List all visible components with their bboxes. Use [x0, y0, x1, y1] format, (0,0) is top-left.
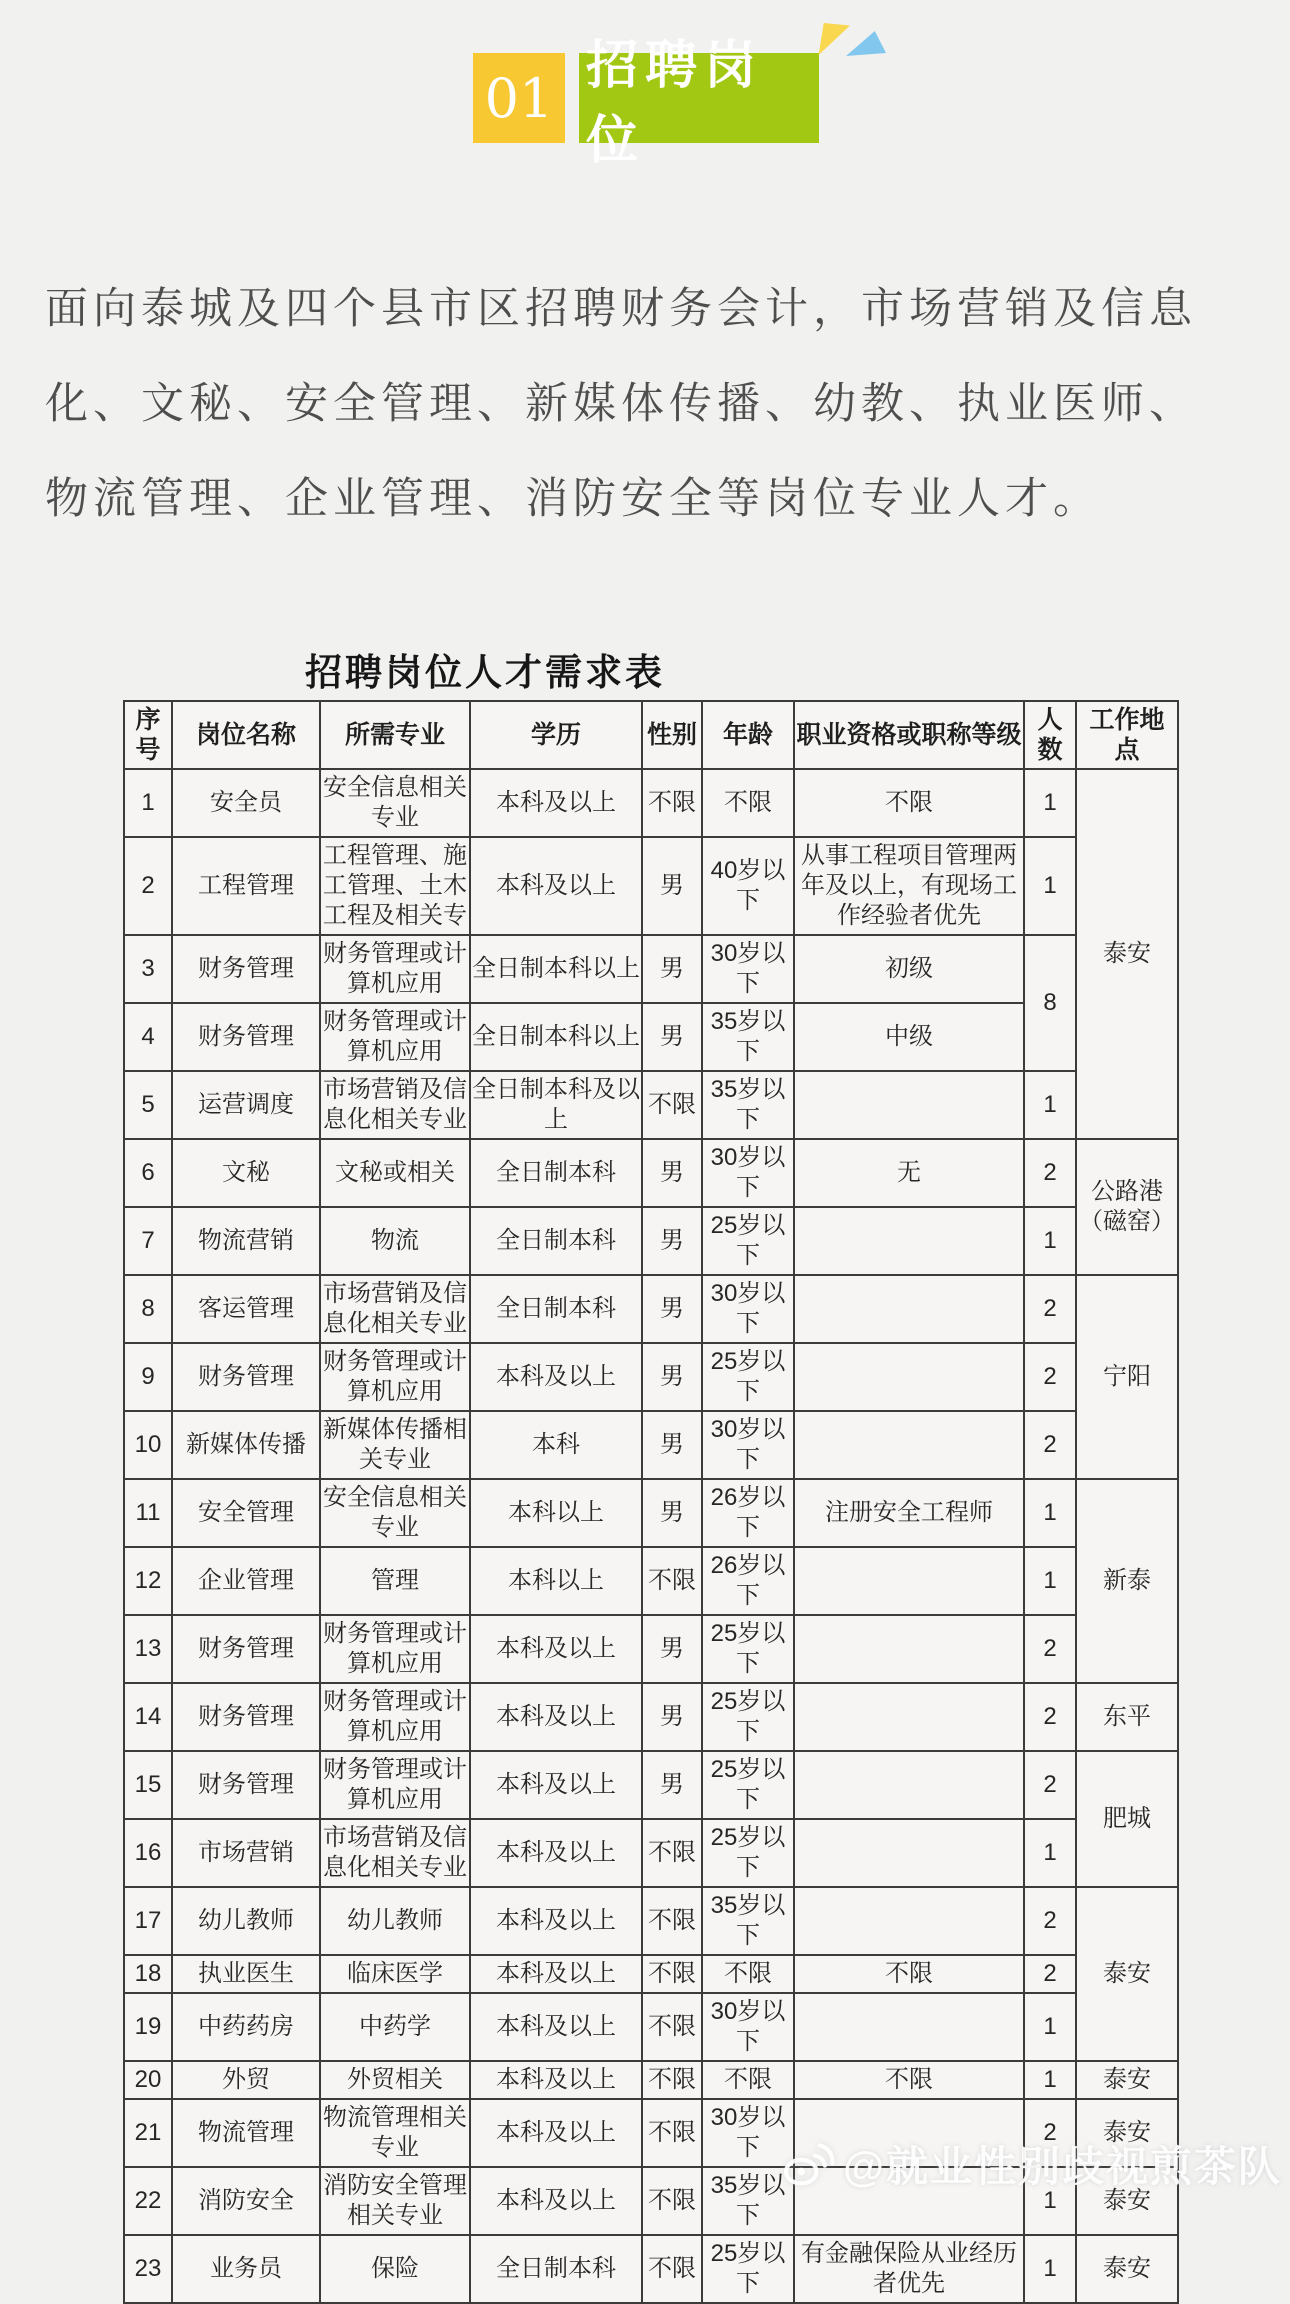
cell-age: 26岁以下: [702, 1479, 794, 1547]
cell-major: 新媒体传播相关专业: [320, 1411, 470, 1479]
cell-degree: 本科及以上: [470, 2061, 642, 2099]
cell-location: 宁阳: [1076, 1275, 1178, 1479]
cell-no: 13: [124, 1615, 172, 1683]
cell-degree: 全日制本科: [470, 1207, 642, 1275]
cell-age: 不限: [702, 1955, 794, 1993]
cell-gender: 男: [642, 1751, 702, 1819]
cell-age: 30岁以下: [702, 1411, 794, 1479]
cell-count: 2: [1024, 1887, 1076, 1955]
table-row: [124, 1955, 1178, 1993]
cell-degree: 全日制本科以上: [470, 935, 642, 1003]
cell-count: 2: [1024, 1751, 1076, 1819]
cell-no: 10: [124, 1411, 172, 1479]
header-location: 工作地点: [1076, 701, 1178, 769]
cell-major: 市场营销及信息化相关专业: [320, 1819, 470, 1887]
cell-no: 22: [124, 2167, 172, 2235]
cell-age: 25岁以下: [702, 1751, 794, 1819]
header-qualification: 职业资格或职称等级: [794, 701, 1024, 769]
cell-major: 安全信息相关专业: [320, 769, 470, 837]
cell-gender: 不限: [642, 2235, 702, 2303]
cell-gender: 男: [642, 1479, 702, 1547]
cell-gender: 男: [642, 935, 702, 1003]
cell-post: 市场营销: [172, 1819, 320, 1887]
cell-post: 幼儿教师: [172, 1887, 320, 1955]
cell-location: 肥城: [1076, 1751, 1178, 1887]
cell-gender: 不限: [642, 1071, 702, 1139]
cell-major: 财务管理或计算机应用: [320, 1003, 470, 1071]
cell-post: 物流管理: [172, 2099, 320, 2167]
cell-post: 财务管理: [172, 1343, 320, 1411]
cell-location: 泰安: [1076, 769, 1178, 1139]
cell-age: 25岁以下: [702, 1207, 794, 1275]
cell-major: 市场营销及信息化相关专业: [320, 1275, 470, 1343]
cell-gender: 不限: [642, 769, 702, 837]
cell-count: 2: [1024, 1343, 1076, 1411]
table-header-row: [124, 701, 1178, 769]
table-row: [124, 837, 1178, 935]
cell-major: 外贸相关: [320, 2061, 470, 2099]
header-count: 人数: [1024, 701, 1076, 769]
intro-paragraph: [45, 262, 1255, 547]
cell-major: 物流: [320, 1207, 470, 1275]
cell-no: 8: [124, 1275, 172, 1343]
table-title: 招聘岗位人才需求表: [305, 652, 665, 693]
table-row: [124, 1751, 1178, 1819]
cell-count: 2: [1024, 1275, 1076, 1343]
cell-degree: 本科及以上: [470, 769, 642, 837]
cell-post: 消防安全: [172, 2167, 320, 2235]
cell-no: 19: [124, 1993, 172, 2061]
cell-age: 30岁以下: [702, 935, 794, 1003]
cell-count: 8: [1024, 935, 1076, 1071]
cell-qualification: 初级: [794, 935, 1024, 1003]
cell-no: 9: [124, 1343, 172, 1411]
cell-degree: 本科及以上: [470, 1887, 642, 1955]
cell-qualification: [794, 1751, 1024, 1819]
cell-post: 安全管理: [172, 1479, 320, 1547]
cell-age: 不限: [702, 2061, 794, 2099]
cell-post: 财务管理: [172, 1683, 320, 1751]
cell-qualification: 有金融保险从业经历者优先: [794, 2235, 1024, 2303]
cell-gender: 男: [642, 1275, 702, 1343]
cell-no: 3: [124, 935, 172, 1003]
cell-gender: 男: [642, 1343, 702, 1411]
cell-qualification: [794, 1993, 1024, 2061]
cell-post: 企业管理: [172, 1547, 320, 1615]
cell-post: 财务管理: [172, 1751, 320, 1819]
cell-major: 财务管理或计算机应用: [320, 1683, 470, 1751]
cell-no: 15: [124, 1751, 172, 1819]
cell-qualification: [794, 1683, 1024, 1751]
cell-count: 1: [1024, 2061, 1076, 2099]
cell-no: 17: [124, 1887, 172, 1955]
table-row: [124, 1887, 1178, 1955]
cell-location: 新泰: [1076, 1479, 1178, 1683]
cell-count: 2: [1024, 1955, 1076, 1993]
cell-major: 工程管理、施工管理、土木工程及相关专: [320, 837, 470, 935]
cell-degree: 本科以上: [470, 1479, 642, 1547]
cell-gender: 男: [642, 1683, 702, 1751]
cell-gender: 不限: [642, 1887, 702, 1955]
table-row: [124, 1819, 1178, 1887]
cell-post: 中药药房: [172, 1993, 320, 2061]
cell-location: 东平: [1076, 1683, 1178, 1751]
cell-major: 消防安全管理相关专业: [320, 2167, 470, 2235]
requirements-table: [123, 700, 1179, 2304]
cell-no: 14: [124, 1683, 172, 1751]
cell-age: 26岁以下: [702, 1547, 794, 1615]
cell-age: 30岁以下: [702, 1139, 794, 1207]
table-row: [124, 2061, 1178, 2099]
cell-location: 泰安: [1076, 2167, 1178, 2235]
cell-qualification: [794, 1343, 1024, 1411]
watermark: [781, 2134, 1282, 2194]
cell-post: 财务管理: [172, 1615, 320, 1683]
cell-post: 运营调度: [172, 1071, 320, 1139]
cell-post: 业务员: [172, 2235, 320, 2303]
cell-qualification: 不限: [794, 769, 1024, 837]
cell-no: 7: [124, 1207, 172, 1275]
cell-qualification: [794, 1275, 1024, 1343]
cell-major: 物流管理相关专业: [320, 2099, 470, 2167]
cell-qualification: [794, 1547, 1024, 1615]
cell-degree: 本科及以上: [470, 837, 642, 935]
cell-no: 16: [124, 1819, 172, 1887]
table-row: [124, 1003, 1178, 1071]
cell-location: 公路港（磁窑）: [1076, 1139, 1178, 1275]
cell-degree: 本科及以上: [470, 1819, 642, 1887]
header-major: 所需专业: [320, 701, 470, 769]
cell-post: 新媒体传播: [172, 1411, 320, 1479]
cell-count: 2: [1024, 1139, 1076, 1207]
cell-gender: 不限: [642, 1955, 702, 1993]
cell-major: 管理: [320, 1547, 470, 1615]
cell-no: 18: [124, 1955, 172, 1993]
cell-qualification: 不限: [794, 1955, 1024, 1993]
cell-gender: 不限: [642, 1547, 702, 1615]
cell-age: 25岁以下: [702, 1819, 794, 1887]
sparkle-blue-triangle-icon: [846, 31, 886, 56]
table-row: [124, 769, 1178, 837]
cell-degree: 本科及以上: [470, 1615, 642, 1683]
cell-location: 泰安: [1076, 2099, 1178, 2167]
cell-major: 幼儿教师: [320, 1887, 470, 1955]
cell-gender: 男: [642, 1003, 702, 1071]
cell-age: 40岁以下: [702, 837, 794, 935]
cell-age: 不限: [702, 769, 794, 837]
cell-gender: 不限: [642, 1819, 702, 1887]
table-row: [124, 1479, 1178, 1547]
cell-post: 财务管理: [172, 935, 320, 1003]
cell-age: 35岁以下: [702, 1003, 794, 1071]
cell-post: 文秘: [172, 1139, 320, 1207]
cell-age: 35岁以下: [702, 1887, 794, 1955]
cell-no: 1: [124, 769, 172, 837]
cell-gender: 不限: [642, 1993, 702, 2061]
cell-degree: 本科及以上: [470, 1683, 642, 1751]
cell-age: 25岁以下: [702, 2235, 794, 2303]
header-no: 序号: [124, 701, 172, 769]
cell-major: 中药学: [320, 1993, 470, 2061]
cell-location: 泰安: [1076, 1887, 1178, 2061]
cell-degree: 本科及以上: [470, 1955, 642, 1993]
cell-major: 财务管理或计算机应用: [320, 935, 470, 1003]
cell-gender: 不限: [642, 2061, 702, 2099]
cell-age: 25岁以下: [702, 1683, 794, 1751]
cell-gender: 男: [642, 1615, 702, 1683]
table-row: [124, 1615, 1178, 1683]
cell-age: 35岁以下: [702, 1071, 794, 1139]
cell-major: 安全信息相关专业: [320, 1479, 470, 1547]
cell-degree: 全日制本科: [470, 2235, 642, 2303]
section-title-badge: 招聘岗位: [579, 53, 819, 143]
cell-degree: 本科: [470, 1411, 642, 1479]
cell-qualification: 注册安全工程师: [794, 1479, 1024, 1547]
cell-qualification: [794, 1819, 1024, 1887]
cell-age: 35岁以下: [702, 2167, 794, 2235]
cell-degree: 全日制本科以上: [470, 1003, 642, 1071]
cell-degree: 本科及以上: [470, 1993, 642, 2061]
table-row: [124, 1275, 1178, 1343]
cell-qualification: 中级: [794, 1003, 1024, 1071]
cell-no: 2: [124, 837, 172, 935]
cell-count: 1: [1024, 1819, 1076, 1887]
intro-line: 面向泰城及四个县市区招聘财务会计，市场营销及信息: [45, 285, 1197, 333]
cell-degree: 本科以上: [470, 1547, 642, 1615]
cell-post: 物流营销: [172, 1207, 320, 1275]
header-degree: 学历: [470, 701, 642, 769]
cell-count: 2: [1024, 1615, 1076, 1683]
cell-major: 文秘或相关: [320, 1139, 470, 1207]
table-row: [124, 1071, 1178, 1139]
cell-major: 保险: [320, 2235, 470, 2303]
cell-major: 财务管理或计算机应用: [320, 1343, 470, 1411]
cell-major: 临床医学: [320, 1955, 470, 1993]
table-row: [124, 1993, 1178, 2061]
table-body: [124, 769, 1178, 2303]
sparkle-yellow-triangle-icon: [818, 23, 850, 55]
cell-count: 1: [1024, 1071, 1076, 1139]
cell-age: 30岁以下: [702, 1275, 794, 1343]
header-post: 岗位名称: [172, 701, 320, 769]
cell-location: 泰安: [1076, 2235, 1178, 2303]
table-row: [124, 1207, 1178, 1275]
table-row: [124, 1547, 1178, 1615]
cell-gender: 男: [642, 1207, 702, 1275]
cell-count: 1: [1024, 769, 1076, 837]
cell-qualification: [794, 1887, 1024, 1955]
cell-qualification: [794, 1615, 1024, 1683]
cell-post: 财务管理: [172, 1003, 320, 1071]
cell-qualification: [794, 1207, 1024, 1275]
table-row: [124, 1683, 1178, 1751]
header-gender: 性别: [642, 701, 702, 769]
cell-degree: 本科及以上: [470, 1751, 642, 1819]
watermark-text: @就业性别歧视煎茶队: [843, 2143, 1282, 2190]
cell-degree: 全日制本科: [470, 1139, 642, 1207]
cell-age: 25岁以下: [702, 1615, 794, 1683]
cell-count: 1: [1024, 1993, 1076, 2061]
cell-count: 1: [1024, 2235, 1076, 2303]
cell-no: 6: [124, 1139, 172, 1207]
cell-count: 2: [1024, 1411, 1076, 1479]
cell-count: 2: [1024, 2099, 1076, 2167]
cell-age: 25岁以下: [702, 1343, 794, 1411]
cell-gender: 不限: [642, 2099, 702, 2167]
cell-count: 1: [1024, 1547, 1076, 1615]
cell-count: 1: [1024, 1479, 1076, 1547]
cell-post: 执业医生: [172, 1955, 320, 1993]
cell-age: 30岁以下: [702, 2099, 794, 2167]
cell-post: 外贸: [172, 2061, 320, 2099]
cell-gender: 男: [642, 1411, 702, 1479]
cell-major: 市场营销及信息化相关专业: [320, 1071, 470, 1139]
table-row: [124, 1343, 1178, 1411]
cell-age: 30岁以下: [702, 1993, 794, 2061]
cell-gender: 不限: [642, 2167, 702, 2235]
table-row: [124, 2235, 1178, 2303]
cell-count: 2: [1024, 1683, 1076, 1751]
table-row: [124, 1139, 1178, 1207]
cell-post: 安全员: [172, 769, 320, 837]
cell-gender: 男: [642, 1139, 702, 1207]
intro-line: 物流管理、企业管理、消防安全等岗位专业人才。: [45, 475, 1101, 523]
cell-count: 1: [1024, 1207, 1076, 1275]
cell-no: 23: [124, 2235, 172, 2303]
cell-qualification: 从事工程项目管理两年及以上，有现场工作经验者优先: [794, 837, 1024, 935]
cell-no: 21: [124, 2099, 172, 2167]
cell-degree: 全日制本科及以上: [470, 1071, 642, 1139]
cell-no: 20: [124, 2061, 172, 2099]
cell-count: 1: [1024, 837, 1076, 935]
cell-no: 4: [124, 1003, 172, 1071]
table-row: [124, 935, 1178, 1003]
cell-count: 1: [1024, 2167, 1076, 2235]
cell-qualification: 无: [794, 1139, 1024, 1207]
cell-no: 5: [124, 1071, 172, 1139]
cell-no: 11: [124, 1479, 172, 1547]
cell-post: 客运管理: [172, 1275, 320, 1343]
cell-degree: 本科及以上: [470, 2099, 642, 2167]
weibo-logo-icon: [781, 2141, 835, 2187]
cell-no: 12: [124, 1547, 172, 1615]
intro-line: 化、文秘、安全管理、新媒体传播、幼教、执业医师、: [45, 380, 1197, 428]
cell-degree: 本科及以上: [470, 2167, 642, 2235]
cell-post: 工程管理: [172, 837, 320, 935]
cell-degree: 本科及以上: [470, 1343, 642, 1411]
cell-qualification: [794, 1411, 1024, 1479]
header-age: 年龄: [702, 701, 794, 769]
cell-major: 财务管理或计算机应用: [320, 1615, 470, 1683]
cell-gender: 男: [642, 837, 702, 935]
cell-location: 泰安: [1076, 2061, 1178, 2099]
cell-qualification: 不限: [794, 2061, 1024, 2099]
cell-major: 财务管理或计算机应用: [320, 1751, 470, 1819]
section-number-badge: 01: [473, 53, 565, 143]
table-row: [124, 1411, 1178, 1479]
cell-qualification: [794, 1071, 1024, 1139]
cell-degree: 全日制本科: [470, 1275, 642, 1343]
